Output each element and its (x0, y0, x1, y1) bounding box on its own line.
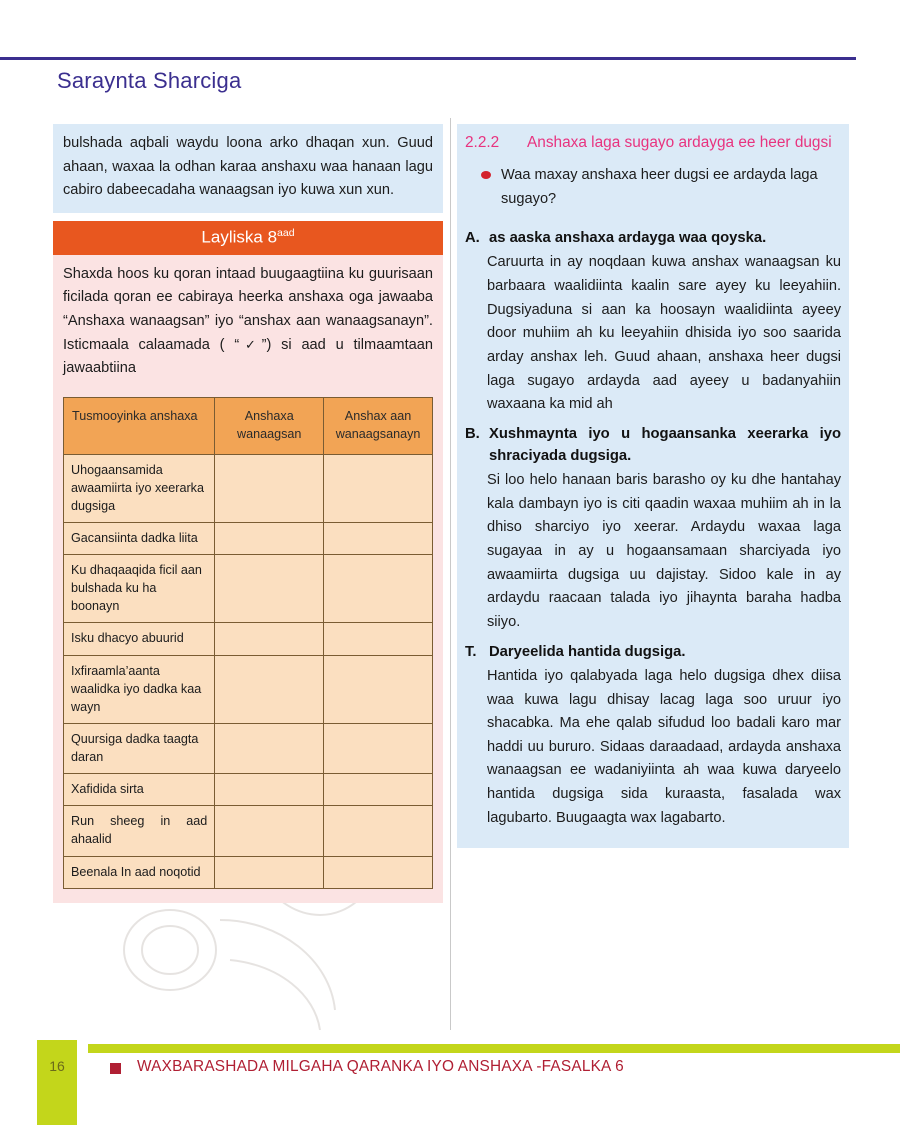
item-letter: A. (465, 230, 480, 247)
item-body: Caruurta in ay noqdaan kuwa anshax wanaagsan ku barbaara waalidiinta kaalin sare ayey ku leeyahiin. Dugsiyaduna si aan ka hoosayn waalidiinta ayeey door muhiim ah ku leeyahiin dhisida iyo soo saarida arday anshax leh. Guud ahaan, anshaxa heer dugsi laga sugayo ardayda aad ayeey u badanyahiin waxaana ka mid ah (487, 254, 841, 413)
section-number: 2.2.2 (465, 134, 500, 151)
item-letter: B. (465, 425, 480, 442)
cell-bad[interactable] (324, 774, 433, 806)
item-body: Si loo helo hanaan baris barasho oy ku dhe hantahay kala dambayn iyo is citi qaadin waxaa muhiim ah in la dhiso sharciyo iyo xeerar. Ardaydu waxaa laga sugayaa in ay u hogaansamaan sharciyada iyo awaamiirta dugsiga uu dajistay. Sidoo kale in ay ardaydu raacaan talada iyo jihaynta baraha hadba siiyo. (487, 472, 841, 631)
cell-good[interactable] (215, 522, 324, 554)
intro-paragraph: bulshada aqbali waydu loona arko dhaqan xun. Guud ahaan, waxaa la odhan karaa anshaxu waa hanaan lagu cabiro dabeecadaha wanaagsan iyo kuwa xun xun. (53, 124, 443, 213)
exercise-label: Layliska 8 (201, 227, 278, 247)
instructions-part-1: Shaxda hoos ku qoran intaad buugaagtiina ku guurisaan ficilada qoran ee cabiraya heerka anshaxa oga jawaaba “Anshaxa wanaagsan” iyo “anshax aan wanaagsanayn”. Isticmaala calaamada ( “ (63, 265, 433, 353)
cell-indicator: Isku dhacyo abuurid (64, 623, 215, 655)
table-row (64, 774, 433, 806)
item-lead (465, 423, 841, 467)
cell-good[interactable] (215, 655, 324, 723)
header-rule (0, 57, 856, 60)
list-item (465, 423, 841, 635)
page-number-box (37, 1040, 77, 1125)
table-row (64, 655, 433, 723)
table-row (64, 856, 433, 888)
column-divider (450, 118, 451, 1030)
table-row (64, 623, 433, 655)
column-header-good: Anshaxa wanaagsan (215, 397, 324, 454)
item-lead (465, 227, 841, 249)
cell-bad[interactable] (324, 555, 433, 623)
column-header-bad: Anshax aan wanaagsanayn (324, 397, 433, 454)
item-body: Hantida iyo qalabyada laga helo dugsiga dhex diisa waa kuwa lagu dhisay lacag laga soo uruur iyo shacabka. Ma ehe qalab sifudud loo badali karo mar haddi uu bururo. Sidaas daraadaad, ardayda anshaxa wanaagsan ee wadaniyiinta ah waa kuwa daryeelo hantida dugsiga sida kuraasta, fasalada wax lagubarto. Buugaagta wax lagabarto. (487, 667, 841, 826)
question-text: Waa maxay anshaxa heer dugsi ee ardayda laga sugayo? (501, 166, 818, 207)
cell-good[interactable] (215, 723, 324, 773)
cell-indicator: Gacansiinta dadka liita (64, 522, 215, 554)
exercise-title-bar (53, 221, 443, 255)
cell-indicator: Xafidida sirta (64, 774, 215, 806)
cell-good[interactable] (215, 774, 324, 806)
list-item (465, 641, 841, 831)
cell-bad[interactable] (324, 723, 433, 773)
column-header-indicator: Tusmooyinka anshaxa (64, 397, 215, 454)
cell-good[interactable] (215, 806, 324, 856)
cell-indicator: Beenala In aad noqotid (64, 856, 215, 888)
page-number: 16 (49, 1058, 65, 1074)
exercise-superscript: aad (277, 226, 295, 239)
cell-good[interactable] (215, 454, 324, 522)
cell-indicator: Uhogaansamida awaamiirta iyo xeerarka dugsiga (64, 454, 215, 522)
list-item (465, 227, 841, 417)
cell-good[interactable] (215, 623, 324, 655)
section-heading (465, 132, 841, 154)
table-row (64, 723, 433, 773)
cell-bad[interactable] (324, 655, 433, 723)
footer-text: WAXBARASHADA MILGAHA QARANKA IYO ANSHAXA -FASALKA 6 (137, 1058, 624, 1075)
item-letter: T. (465, 643, 477, 660)
cell-indicator: Ixfiraamla’aanta waalidka iyo dadka kaa wayn (64, 655, 215, 723)
footer-square-icon (110, 1063, 121, 1074)
cell-bad[interactable] (324, 454, 433, 522)
table-row (64, 454, 433, 522)
left-column (53, 124, 443, 903)
right-column (457, 124, 849, 848)
check-icon: ✓ (239, 336, 262, 352)
footer-rule (88, 1044, 900, 1053)
section-title: Anshaxa laga sugayo ardayga ee heer dugsi (527, 134, 832, 151)
cell-bad[interactable] (324, 522, 433, 554)
table-row (64, 806, 433, 856)
cell-good[interactable] (215, 555, 324, 623)
cell-bad[interactable] (324, 856, 433, 888)
question-bullet (481, 164, 841, 211)
item-title: Xushmaynta iyo u hogaansanka xeerarka iyo shraciyada dugsiga. (489, 425, 841, 465)
table-row (64, 522, 433, 554)
cell-bad[interactable] (324, 806, 433, 856)
table-row (64, 555, 433, 623)
cell-good[interactable] (215, 856, 324, 888)
exercise-panel (53, 255, 443, 903)
item-title: Daryeelida hantida dugsiga. (489, 643, 686, 660)
item-lead (465, 641, 841, 663)
item-title: as aaska anshaxa ardayga waa qoyska. (489, 230, 767, 247)
cell-indicator: Run sheeg in aad ahaalid (64, 806, 215, 856)
bullet-dot-icon (481, 171, 491, 179)
cell-indicator: Quursiga dadka taagta daran (64, 723, 215, 773)
table-header-row (64, 397, 433, 454)
anshax-table (63, 397, 433, 889)
instructions-part-2: ”) si aad u tilmaamtaan jawaabtiina (63, 336, 433, 377)
page-title: Saraynta Sharciga (57, 68, 242, 93)
cell-bad[interactable] (324, 623, 433, 655)
exercise-instructions (63, 263, 433, 381)
cell-indicator: Ku dhaqaaqida ficil aan bulshada ku ha boonayn (64, 555, 215, 623)
